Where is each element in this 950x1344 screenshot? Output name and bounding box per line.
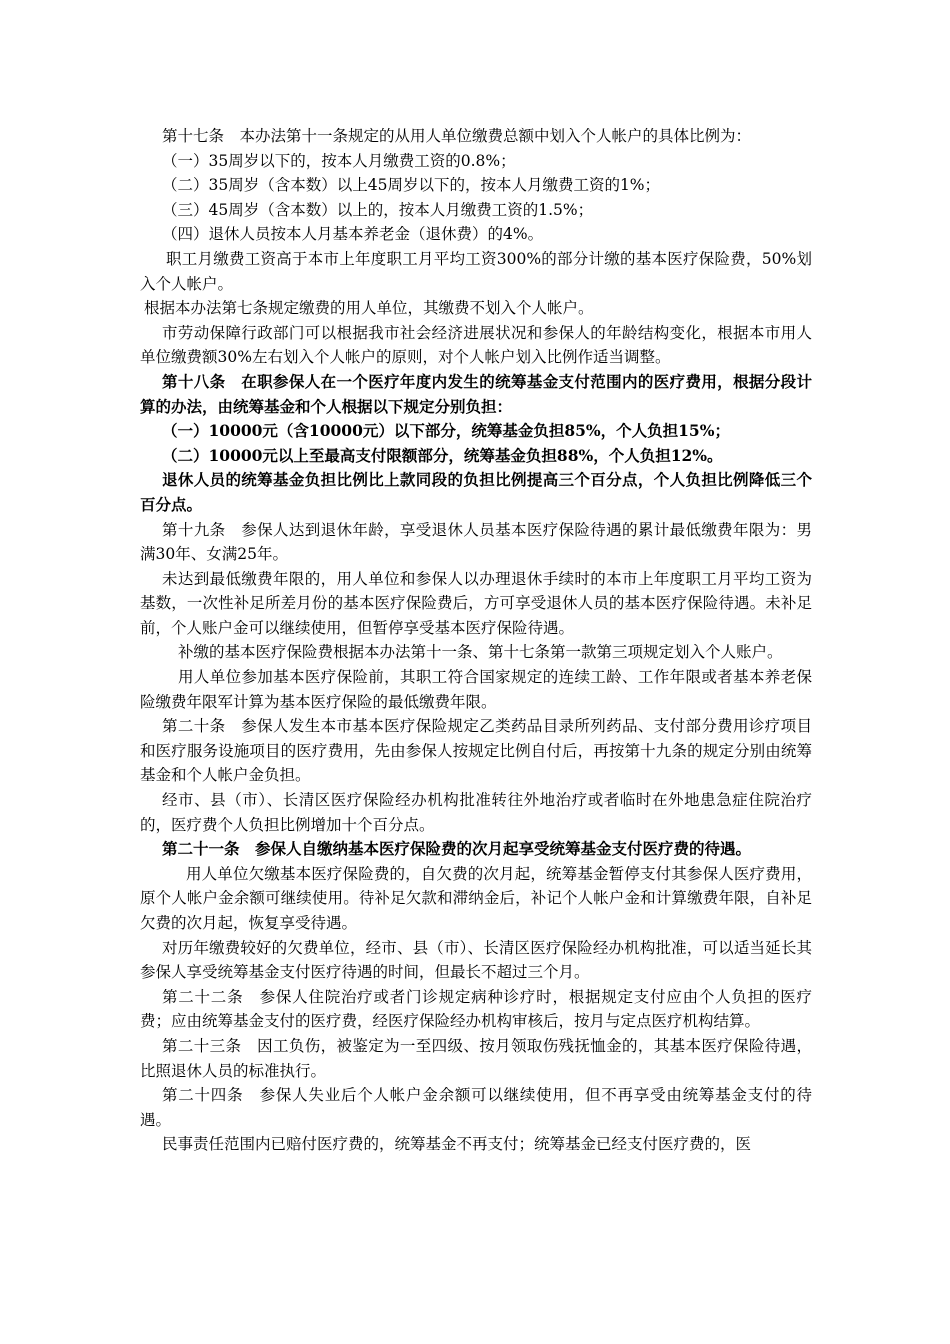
paragraph: （三）45周岁（含本数）以上的，按本人月缴费工资的1.5%；: [162, 200, 594, 219]
paragraph: 第十九条 参保人达到退休年龄，享受退休人员基本医疗保险待遇的累计最低缴费年限为：男满30年、女满25年。: [140, 520, 812, 564]
paragraph: 第二十条 参保人发生本市基本医疗保险规定乙类药品目录所列药品、支付部分费用诊疗项目和医疗服务设施项目的医疗费用，先由参保人按规定比例自付后，再按第十九条的规定分别由统筹基金和个人帐户金负担。: [140, 717, 812, 785]
paragraph: 第二十一条 参保人自缴纳基本医疗保险费的次月起享受统筹基金支付医疗费的待遇。: [162, 839, 752, 859]
paragraph: 第二十四条 参保人失业后个人帐户金余额可以继续使用，但不再享受由统筹基金支付的待遇。: [140, 1086, 812, 1129]
paragraph: （四）退休人员按本人月基本养老金（退休费）的4%。: [162, 225, 544, 244]
paragraph: 第十八条 在职参保人在一个医疗年度内发生的统筹基金支付范围内的医疗费用，根据分段计算的办法，由统筹基金和个人根据以下规定分别负担：: [140, 371, 812, 416]
paragraph: 市劳动保障行政部门可以根据我市社会经济进展状况和参保人的年龄结构变化，根据本市用人单位缴费额30%左右划入个人帐户的原则，对个人帐户划入比例作适当调整。: [140, 323, 812, 367]
paragraph: （二）10000元以上至最高支付限额部分，统筹基金负担88%，个人负担12%。: [162, 445, 723, 465]
paragraph: 经市、县（市）、长清区医疗保险经办机构批准转往外地治疗或者临时在外地患急症住院治疗的，医疗费个人负担比例增加十个百分点。: [140, 791, 812, 834]
paragraph: 用人单位参加基本医疗保险前，其职工符合国家规定的连续工龄、工作年限或者基本养老保险缴费年限军计算为基本医疗保险的最低缴费年限。: [140, 668, 812, 711]
paragraph: 民事责任范围内已赔付医疗费的，统筹基金不再支付；统筹基金已经支付医疗费的，医: [162, 1135, 752, 1154]
paragraph: 未达到最低缴费年限的，用人单位和参保人以办理退休手续时的本市上年度职工月平均工资为基数，一次性补足所差月份的基本医疗保险费后，方可享受退休人员的基本医疗保险待遇。未补足前，个人账户金可以继续使用，但暂停享受基本医疗保险待遇。: [140, 569, 812, 637]
paragraph: 根据本办法第七条规定缴费的用人单位，其缴费不划入个人帐户。: [144, 299, 594, 318]
paragraph: 对历年缴费较好的欠费单位，经市、县（市）、长清区医疗保险经办机构批准，可以适当延长其参保人享受统筹基金支付医疗待遇的时间，但最长不超过三个月。: [140, 938, 812, 982]
paragraph: 职工月缴费工资高于本市上年度职工月平均工资300%的部分计缴的基本医疗保险费，50%划入个人帐户。: [140, 249, 812, 293]
paragraph: 补缴的基本医疗保险费根据本办法第十一条、第十七条第一款第三项规定划入个人账户。: [178, 643, 783, 662]
paragraph: （一）35周岁以下的，按本人月缴费工资的0.8%；: [162, 151, 516, 170]
document-body: [140, 124, 812, 1157]
paragraph: （二）35周岁（含本数）以上45周岁以下的，按本人月缴费工资的1%；: [162, 176, 661, 195]
paragraph: 退休人员的统筹基金负担比例比上款同段的负担比例提高三个百分点，个人负担比例降低三个百分点。: [140, 470, 812, 514]
paragraph: 第二十三条 因工负伤，被鉴定为一至四级、按月领取伤残抚恤金的，其基本医疗保险待遇，比照退休人员的标准执行。: [140, 1036, 812, 1080]
paragraph: 第二十二条 参保人住院治疗或者门诊规定病种诊疗时，根据规定支付应由个人负担的医疗费；应由统筹基金支付的医疗费，经医疗保险经办机构审核后，按月与定点医疗机构结算。: [140, 987, 812, 1031]
paragraph: 用人单位欠缴基本医疗保险费的，自欠费的次月起，统筹基金暂停支付其参保人医疗费用，原个人帐户金余额可继续使用。待补足欠款和滞纳金后，补记个人帐户金和计算缴费年限，自补足欠费的次月起，恢复享受待遇。: [140, 864, 812, 932]
paragraph: （一）10000元（含10000元）以下部分，统筹基金负担85%，个人负担15%；: [162, 421, 730, 441]
paragraph: 第十七条 本办法第十一条规定的从用人单位缴费总额中划入个人帐户的具体比例为：: [162, 127, 752, 145]
